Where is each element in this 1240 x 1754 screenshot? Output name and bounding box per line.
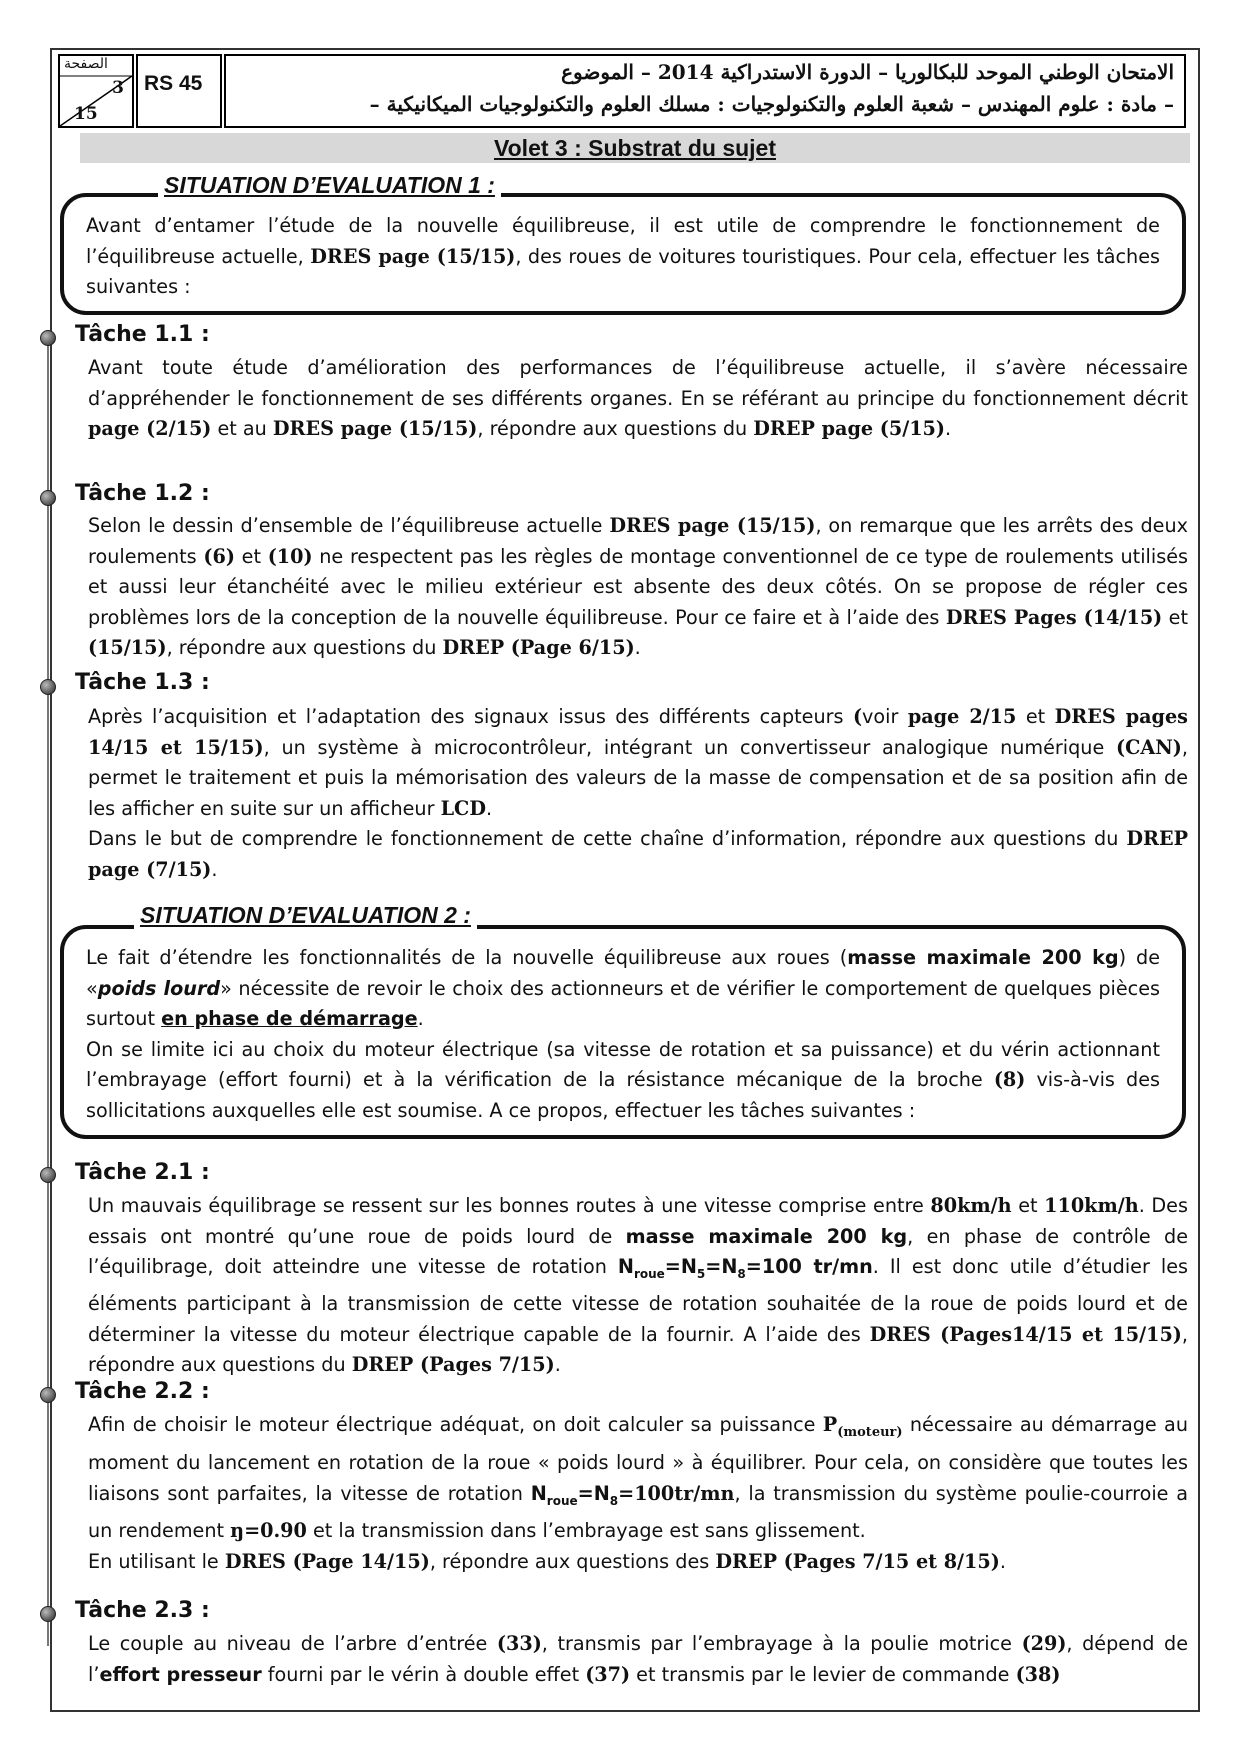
situation2-title: SITUATION D’EVALUATION 2 : xyxy=(134,902,477,929)
exam-title-box xyxy=(224,54,1186,128)
situation2-p1: Le fait d’étendre les fonctionnalités de la nouvelle équilibreuse aux roues (masse maximale 200 kg) de «poids lourd» nécessite de revoir le choix des actionneurs et de vérifier le comportement de quelques pièces surtout en phase de démarrage. xyxy=(86,946,1160,1030)
task-1-2-body: Selon le dessin d’ensemble de l’équilibreuse actuelle DRES page (15/15), on remarque que les arrêts des deux roulements (6) et (10) ne respectent pas les règles de montage conventionnel de ce type de roulements utilisés et aussi leur étanchéité avec le milieu extérieur est absente des deux côtés. On se propose de régler ces problèmes lors de la conception de la nouvelle équilibreuse. Pour ce faire et à l’aide des DRES Pages (14/15) et (15/15), répondre aux questions du DREP (Page 6/15). xyxy=(88,514,1189,659)
volet-title: Volet 3 : Substrat du sujet xyxy=(80,133,1190,163)
task-2-3-body: Le couple au niveau de l’arbre d’entrée (33), transmis par l’embrayage à la poulie motrice (29), dépend de l’effort presseur fourni par le vérin à double effet (37) et transmis par le levier de commande (38) xyxy=(88,1632,1188,1686)
page-total: 15 xyxy=(74,104,98,124)
task-2-1-title: Tâche 2.1 : xyxy=(75,1160,210,1185)
task-2-3-title: Tâche 2.3 : xyxy=(75,1598,210,1623)
bullet-icon xyxy=(40,330,56,346)
task-1-2-title: Tâche 1.2 : xyxy=(75,481,210,506)
page-label: الصفحة xyxy=(64,56,108,72)
task-2-2-title: Tâche 2.2 : xyxy=(75,1379,210,1404)
subject-code-box xyxy=(136,54,222,128)
task-1-3-title: Tâche 1.3 : xyxy=(75,670,210,695)
exam-header xyxy=(50,48,1196,128)
subject-code: RS 45 xyxy=(144,72,203,95)
exam-title-line2: – مادة : علوم المهندس – شعبة العلوم والتكنولوجيات : مسلك العلوم والتكنولوجيات الميكانيكية – xyxy=(369,92,1174,116)
bullet-icon xyxy=(40,490,56,506)
task-1-1-title: Tâche 1.1 : xyxy=(75,322,210,347)
bullet-icon xyxy=(40,1387,56,1403)
task-2-2-body: Afin de choisir le moteur électrique adéquat, on doit calculer sa puissance $P_{(moteur)}$ nécessaire au démarrage au moment du lancement en rotation de la roue « poids lourd » à équilibrer. Pour cela, on considère que toutes les liaisons sont parfaites, la vitesse de rotation $N_{roue}=N_8=100tr/mn$, la transmission du système poulie-courroie a un rendement ŋ=0.90 et la transmission dans l’embrayage est sans glissement. En utilisant le DRES (Page 14/15), répondre aux questions des DREP (Pages 7/15 et 8/15). xyxy=(88,1413,1188,1573)
bullet-icon xyxy=(40,1606,56,1622)
situation2-p2: On se limite ici au choix du moteur électrique (sa vitesse de rotation et sa puissance) et du vérin actionnant l’embrayage (effort fourni) et à la vérification de la résistance mécanique de la broche (8) vis-à-vis des sollicitations auxquelles elle est soumise. A ce propos, effectuer les tâches suivantes : xyxy=(86,1037,1160,1122)
page-number: 3 xyxy=(112,78,124,98)
situation2-box xyxy=(60,925,1186,1139)
margin-line xyxy=(47,330,49,1646)
situation1-title: SITUATION D’EVALUATION 1 : xyxy=(158,172,501,199)
task-1-3-body: Après l’acquisition et l’adaptation des signaux issus des différents capteurs (voir page 2/15 et DRES pages 14/15 et 15/15), un système à microcontrôleur, intégrant un convertisseur analogique numérique (CAN), permet le traitement et puis la mémorisation des valeurs de la masse de compensation et de sa position afin de les afficher en suite sur un afficheur LCD. Dans le but de comprendre le fonctionnement de cette chaîne d’information, répondre aux questions du DREP page (7/15). xyxy=(88,705,1188,881)
bullet-icon xyxy=(40,679,56,695)
exam-title-line1: الامتحان الوطني الموحد للبكالوريا – الدورة الاستدراكية 2014 – الموضوع xyxy=(561,60,1174,84)
bullet-icon xyxy=(40,1167,56,1183)
situation1-intro: Avant d’entamer l’étude de la nouvelle équilibreuse, il est utile de comprendre le fonctionnement de l’équilibreuse actuelle, DRES page (15/15), des roues de voitures touristiques. Pour cela, effectuer les tâches suivantes : xyxy=(86,214,1161,298)
situation1-box xyxy=(60,193,1186,315)
task-2-1-body: Un mauvais équilibrage se ressent sur les bonnes routes à une vitesse comprise entre 80km/h et 110km/h. Des essais ont montré qu’une roue de poids lourd de masse maximale 200 kg, en phase de contrôle de l’équilibrage, doit atteindre une vitesse de rotation $N_{roue}=N_5=N_8=100$ tr/mn. Il est donc utile d’étudier les éléments participant à la transmission de cette vitesse de rotation souhaitée de la roue de poids lourd et de déterminer la vitesse du moteur électrique capable de la fournir. A l’aide des DRES (Pages14/15 et 15/15), répondre aux questions du DREP (Pages 7/15). xyxy=(88,1194,1189,1377)
page-number-box xyxy=(58,54,134,128)
task-1-1-body: Avant toute étude d’amélioration des performances de l’équilibreuse actuelle, il s’avère nécessaire d’appréhender le fonctionnement de ses différents organes. En se référant au principe du fonctionnement décrit page (2/15) et au DRES page (15/15), répondre aux questions du DREP page (5/15). xyxy=(88,356,1188,440)
